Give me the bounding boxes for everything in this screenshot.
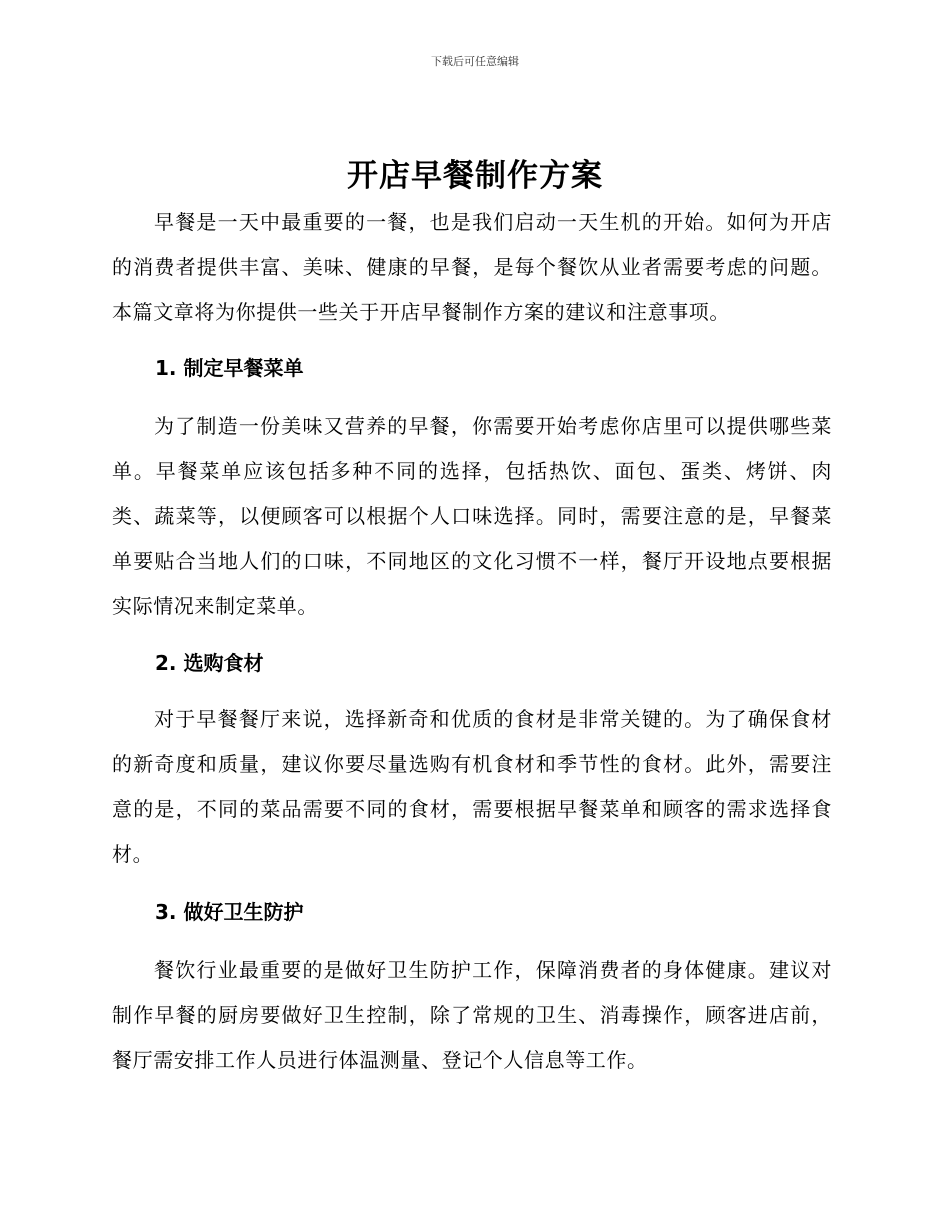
section-heading-hygiene: 3. 做好卫生防护 — [155, 900, 304, 924]
document-title: 开店早餐制作方案 — [347, 158, 603, 194]
section-paragraph-hygiene: 餐饮行业最重要的是做好卫生防护工作，保障消费者的身体健康。建议对制作早餐的厨房要做好卫生控制，除了常规的卫生、消毒操作，顾客进店前，餐厅需安排工作人员进行体温测量、登记个人信息等工作。 — [112, 958, 832, 1072]
section-paragraph-ingredients: 对于早餐餐厅来说，选择新奇和优质的食材是非常关键的。为了确保食材的新奇度和质量，建议你要尽量选购有机食材和季节性的食材。此外，需要注意的是，不同的菜品需要不同的食材，需要根据早餐菜单和顾客的需求选择食材。 — [112, 707, 832, 866]
header-note: 下载后可任意编辑 — [431, 55, 519, 68]
intro-paragraph: 早餐是一天中最重要的一餐，也是我们启动一天生机的开始。如何为开店的消费者提供丰富、美味、健康的早餐，是每个餐饮从业者需要考虑的问题。本篇文章将为你提供一些关于开店早餐制作方案的建议和注意事项。 — [112, 210, 832, 324]
section-heading-ingredients: 2. 选购食材 — [155, 651, 264, 675]
section-heading-menu: 1. 制定早餐菜单 — [155, 356, 304, 380]
section-paragraph-menu: 为了制造一份美味又营养的早餐，你需要开始考虑你店里可以提供哪些菜单。早餐菜单应该包括多种不同的选择，包括热饮、面包、蛋类、烤饼、肉类、蔬菜等，以便顾客可以根据个人口味选择。同时，需要注意的是，早餐菜单要贴合当地人们的口味，不同地区的文化习惯不一样，餐厅开设地点要根据实际情况来制定菜单。 — [112, 414, 832, 618]
